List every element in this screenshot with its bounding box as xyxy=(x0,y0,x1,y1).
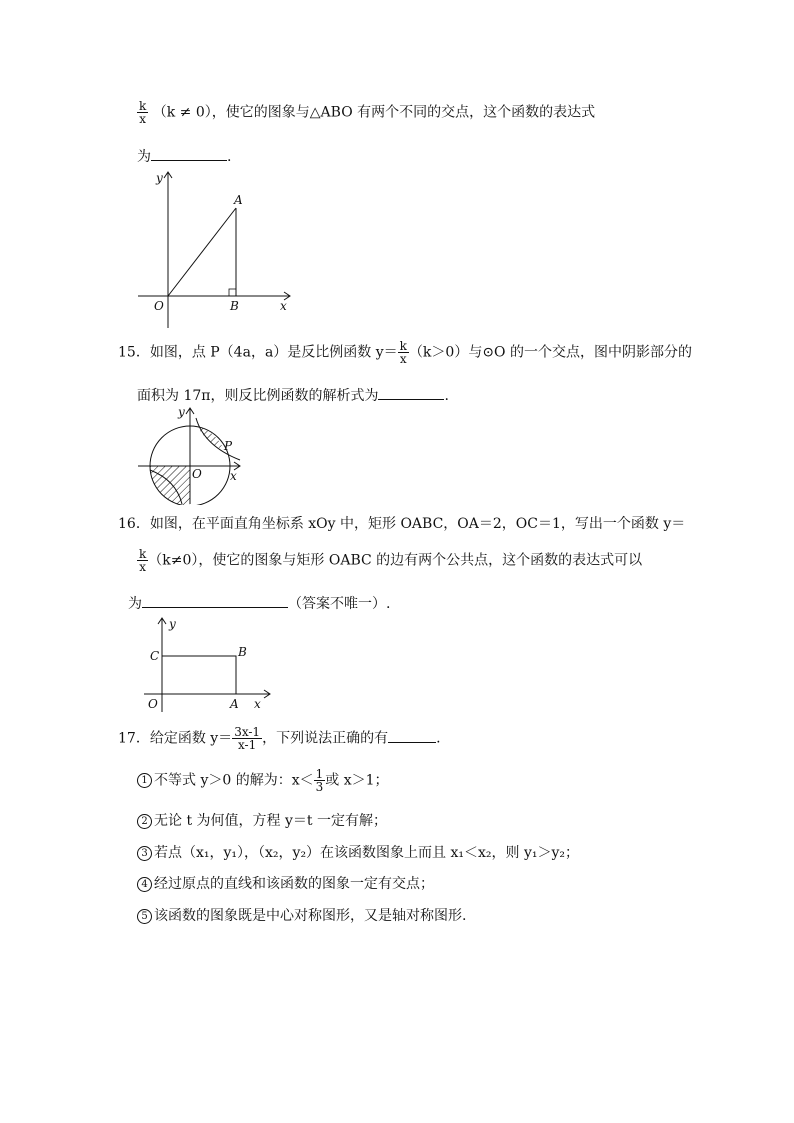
label-a: A xyxy=(230,697,239,711)
hyperbola-branch-upper xyxy=(196,418,240,460)
q15-fraction: $\frac{k}{x}$ xyxy=(399,339,407,366)
q17-fraction: $\frac{3x-1}{x-1}$ xyxy=(234,725,261,752)
figure-circle-hyperbola xyxy=(132,400,247,505)
label-p: P xyxy=(224,439,233,453)
label-x: x xyxy=(230,469,237,483)
item-fraction: $\frac{1}{3}$ xyxy=(315,767,324,794)
label-y: y xyxy=(178,405,185,419)
answer-blank[interactable] xyxy=(388,742,436,743)
q15-line2: 面积为 17π，则反比例函数的解析式为 . xyxy=(137,388,449,404)
q14-line2: 为 . xyxy=(137,149,232,165)
figure-triangle-abo xyxy=(130,168,300,333)
label-x: x xyxy=(280,299,287,313)
q16-line3: 为 （答案不唯一）. xyxy=(128,596,391,612)
figure-rectangle-oabc xyxy=(138,614,278,714)
shaded-region-lower xyxy=(150,466,190,505)
item-number-marker: 4 xyxy=(137,877,152,892)
answer-blank[interactable] xyxy=(151,160,227,161)
label-a: A xyxy=(234,193,243,207)
q17-line1: 17．给定函数 y＝ $\frac{3x-1}{x-1}$ ，下列说法正确的有 . xyxy=(118,725,441,752)
answer-blank[interactable] xyxy=(378,399,444,400)
q15-line1: 15．如图，点 P（4a，a）是反比例函数 y＝ $\frac{k}{x}$ （k＞0）与⊙O 的一个交点，图中阴影部分的 xyxy=(118,339,692,366)
item-number-marker: 5 xyxy=(137,909,152,924)
label-b: B xyxy=(238,645,247,659)
q17-item-4: 4 经过原点的直线和该函数的图象一定有交点； xyxy=(137,873,434,893)
label-c: C xyxy=(150,649,160,663)
q17-item-2: 2 无论 t 为何值，方程 y＝t 一定有解； xyxy=(137,810,387,830)
item-number-marker: 2 xyxy=(137,814,152,829)
label-y: y xyxy=(169,617,176,631)
answer-blank[interactable] xyxy=(142,607,288,608)
item-number-marker: 1 xyxy=(137,773,152,788)
label-o: O xyxy=(192,467,202,481)
label-y: y xyxy=(156,171,163,185)
q17-item-3: 3 若点（x₁，y₁），（x₂，y₂）在该函数图象上而且 x₁＜x₂，则 y₁＞y₂； xyxy=(137,842,579,862)
q14-line1: $\frac{k}{x}$ （k ≠ 0），使它的图象与△ABO 有两个不同的交点，这个函数的表达式 xyxy=(139,99,596,126)
q14-fraction: $\frac{k}{x}$ xyxy=(139,99,147,126)
right-angle-mark xyxy=(229,289,236,296)
segment-oa xyxy=(168,208,236,296)
item-number-marker: 3 xyxy=(137,846,152,861)
label-x: x xyxy=(254,697,261,711)
rectangle-oabc xyxy=(162,656,236,694)
q16-fraction: $\frac{k}{x}$ xyxy=(139,547,147,574)
label-o: O xyxy=(148,697,158,711)
q16-line2: $\frac{k}{x}$ （k≠0），使它的图象与矩形 OABC 的边有两个公共点，这个函数的表达式可以 xyxy=(139,547,643,574)
q17-item-5: 5 该函数的图象既是中心对称图形，又是轴对称图形. xyxy=(137,905,466,925)
q16-line1: 16．如图，在平面直角坐标系 xOy 中，矩形 OABC，OA＝2，OC＝1，写出一个函数 y＝ xyxy=(118,516,686,532)
q17-item-1: 1 不等式 y＞0 的解为：x＜ $\frac{1}{3}$ 或 x＞1； xyxy=(137,768,389,793)
label-o: O xyxy=(154,299,164,313)
label-b: B xyxy=(230,299,239,313)
